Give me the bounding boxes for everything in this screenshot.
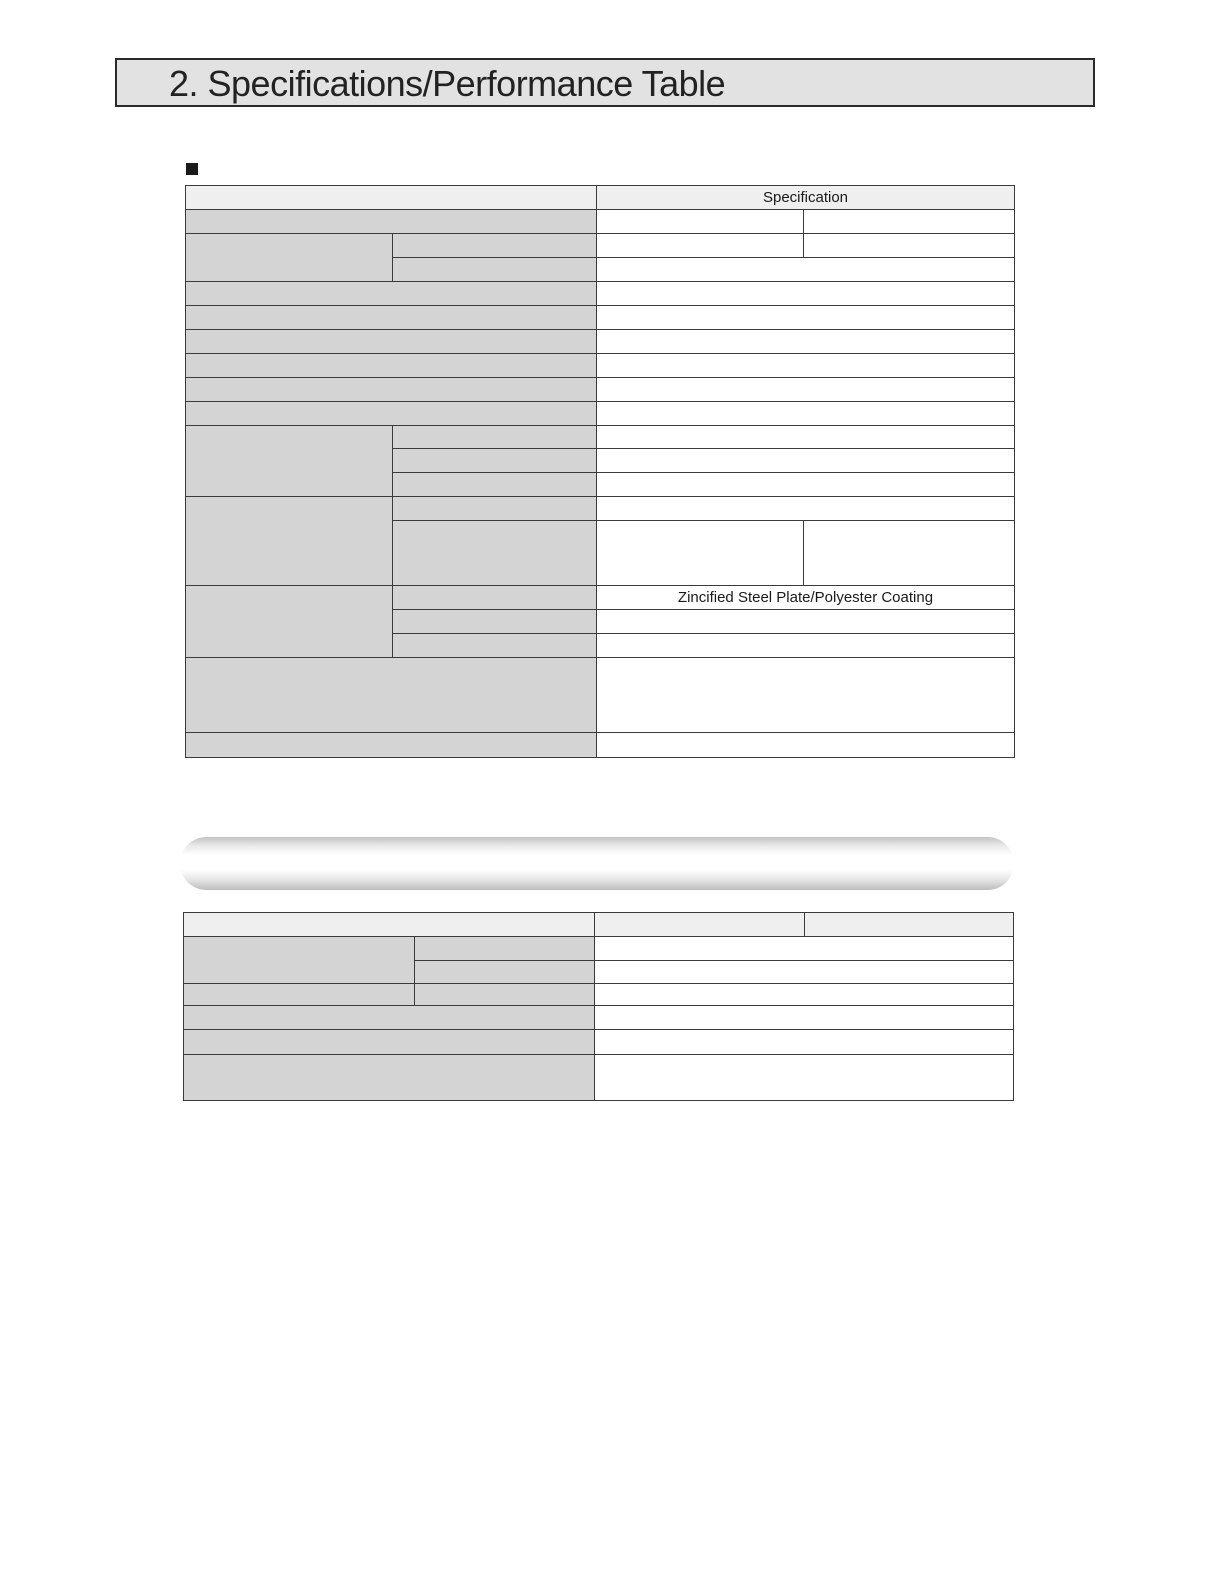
row-label-cell [186,330,597,354]
table-row [184,984,1014,1006]
table-row [184,937,1014,961]
sub-label-cell [393,610,597,634]
value-cell [597,378,1015,402]
sub-label-cell [393,634,597,658]
value-cell [595,937,1014,961]
table-row [186,402,1015,426]
performance-table [183,912,1014,1101]
row-label-cell [186,282,597,306]
value-cell [597,306,1015,330]
row-label-cell [184,1055,595,1101]
table-row [186,354,1015,378]
value-cell [595,961,1014,984]
table-row [186,658,1015,733]
value-cell [804,210,1015,234]
table-row [186,330,1015,354]
value-cell [804,234,1015,258]
sub-label-cell [393,258,597,282]
material-value-cell: Zincified Steel Plate/Polyester Coating [597,586,1015,610]
sub-label-cell [415,984,595,1006]
value-cell [597,402,1015,426]
value-cell [595,1030,1014,1055]
value-cell [804,521,1015,586]
row-label-cell [186,658,597,733]
section-title-bar [115,58,1095,107]
value-cell [595,1055,1014,1101]
table-row [184,1055,1014,1101]
sub-label-cell [415,961,595,984]
sub-label-cell [393,497,597,521]
value-cell [595,1006,1014,1030]
row-label-cell [186,378,597,402]
group-label-cell [184,937,415,984]
row-label-cell [186,210,597,234]
sub-label-cell [393,521,597,586]
header-cell [805,913,1014,937]
sub-label-cell [393,586,597,610]
value-cell [597,634,1015,658]
table-header-row [184,913,1014,937]
row-label-cell [184,1006,595,1030]
specification-table [185,185,1015,758]
sub-label-cell [393,234,597,258]
value-cell [597,733,1015,758]
table-row [186,234,1015,258]
value-cell [595,984,1014,1006]
table-header-row [186,186,1015,210]
value-cell [597,426,1015,449]
group-label-cell [186,586,393,658]
row-label-cell [186,306,597,330]
header-blank-cell [186,186,597,210]
section-divider-banner [180,837,1014,890]
group-label-cell [186,234,393,282]
bullet-square-icon [186,163,198,175]
value-cell [597,282,1015,306]
value-cell [597,354,1015,378]
specification-header: Specification [597,186,1015,210]
value-cell [597,658,1015,733]
table-row [184,1006,1014,1030]
group-label-cell [186,497,393,586]
value-cell [597,258,1015,282]
row-label-cell [184,984,415,1006]
row-label-cell [184,1030,595,1055]
sub-label-cell [415,937,595,961]
table-row [186,306,1015,330]
header-cell [595,913,805,937]
page-title: 2. Specifications/Performance Table [169,63,726,104]
value-cell [597,449,1015,473]
table-row [186,733,1015,758]
value-cell [597,330,1015,354]
row-label-cell [186,354,597,378]
value-cell [597,210,804,234]
value-cell [597,521,804,586]
table-row [184,1030,1014,1055]
row-label-cell [186,733,597,758]
sub-label-cell [393,449,597,473]
value-cell [597,234,804,258]
sub-label-cell [393,426,597,449]
table-row [186,426,1015,449]
sub-label-cell [393,473,597,497]
row-label-cell [186,402,597,426]
value-cell [597,473,1015,497]
table-row [186,378,1015,402]
table-row [186,586,1015,610]
value-cell [597,610,1015,634]
header-blank-cell [184,913,595,937]
table-row [186,282,1015,306]
group-label-cell [186,426,393,497]
table-row [186,497,1015,521]
value-cell [597,497,1015,521]
table-row [186,210,1015,234]
